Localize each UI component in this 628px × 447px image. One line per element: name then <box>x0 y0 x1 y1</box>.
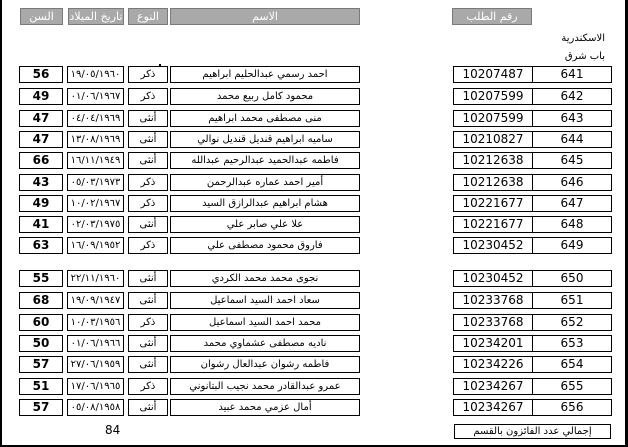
dob-cell: ١٦/٠٩/١٩٥٢ <box>67 237 124 254</box>
id-cell: 10212638 <box>453 174 532 191</box>
divider <box>454 438 611 439</box>
age-cell: 57 <box>19 356 63 373</box>
id-cell: 10212638 <box>453 152 532 169</box>
dob-cell: ١٩/٠٥/١٩٦٠ <box>67 66 124 83</box>
dob-cell: ٠٢/٠٣/١٩٧٥ <box>67 216 124 233</box>
id-cell: 10230452 <box>453 237 532 254</box>
serial-cell: 656 <box>532 399 612 416</box>
age-cell: 41 <box>19 216 63 233</box>
table-row <box>2 354 628 375</box>
serial-cell: 642 <box>532 88 612 105</box>
age-cell: 47 <box>19 110 63 127</box>
name-cell: منى مصطفى محمد ابراهيم <box>170 110 360 127</box>
serial-cell: 643 <box>532 110 612 127</box>
table-row <box>2 150 628 171</box>
id-cell: 10207599 <box>453 110 532 127</box>
dob-cell: ١٩/٠٩/١٩٤٧ <box>67 292 124 309</box>
dob-cell: ١٦/١١/١٩٤٩ <box>67 152 124 169</box>
total-count: 84 <box>105 423 121 437</box>
name-cell: نجوى محمد محمد الكردي <box>170 270 360 287</box>
age-cell: 50 <box>19 335 63 352</box>
sex-cell: أنثى <box>128 292 168 309</box>
dob-cell: ١٣/٠٨/١٩٦٩ <box>67 131 124 148</box>
header-name: الاسم <box>170 8 360 25</box>
table-row <box>2 397 628 418</box>
age-cell: 68 <box>19 292 63 309</box>
name-cell: فاطمه رشوان عبدالعال رشوان <box>170 356 360 373</box>
dob-cell: ١٠/٠٣/١٩٥٦ <box>67 314 124 331</box>
age-cell: 43 <box>19 174 63 191</box>
id-cell: 10210827 <box>453 131 532 148</box>
age-cell: 47 <box>19 131 63 148</box>
sex-cell: ذكر <box>128 88 168 105</box>
id-cell: 10234201 <box>453 335 532 352</box>
age-cell: 55 <box>19 270 63 287</box>
table-row <box>2 193 628 214</box>
sex-cell: أنثى <box>128 270 168 287</box>
name-cell: محمد احمد السيد اسماعيل <box>170 314 360 331</box>
serial-cell: 649 <box>532 237 612 254</box>
serial-cell: 644 <box>532 131 612 148</box>
serial-cell: 646 <box>532 174 612 191</box>
dob-cell: ٠٥/٠٨/١٩٥٨ <box>67 399 124 416</box>
sex-cell: أنثى <box>128 335 168 352</box>
sex-cell: أنثى <box>128 356 168 373</box>
id-cell: 10234267 <box>453 399 532 416</box>
name-cell: فاروق محمود مصطفى علي <box>170 237 360 254</box>
sex-cell: أنثى <box>128 216 168 233</box>
location-governorate: الاسكندرية <box>561 33 605 44</box>
id-cell: 10234267 <box>453 378 532 395</box>
serial-cell: 648 <box>532 216 612 233</box>
table-row <box>2 376 628 397</box>
serial-cell: 650 <box>532 270 612 287</box>
sex-cell: أنثى <box>128 110 168 127</box>
name-cell: فاطمه عبدالحميد عبدالرحيم عبدالله <box>170 152 360 169</box>
dob-cell: ٠١/٠٦/١٩٦٦ <box>67 335 124 352</box>
name-cell: هشام ابراهيم عبدالرازق السيد <box>170 195 360 212</box>
header-dob: تاريخ الميلاد <box>69 10 123 23</box>
table-row <box>2 268 628 289</box>
dob-cell: ٠٤/٠٤/١٩٦٩ <box>67 110 124 127</box>
age-cell: 66 <box>19 152 63 169</box>
dob-cell: ١٠/٠٢/١٩٦٧ <box>67 195 124 212</box>
sex-cell: ذكر <box>128 195 168 212</box>
id-cell: 10221677 <box>453 216 532 233</box>
sex-cell: ذكر <box>128 378 168 395</box>
age-cell: 57 <box>19 399 63 416</box>
table-row <box>2 235 628 256</box>
sex-cell: ذكر <box>128 174 168 191</box>
dob-cell: ١٧/٠٦/١٩٦٥ <box>67 378 124 395</box>
table-row <box>2 129 628 150</box>
header-sex: النوع <box>128 8 168 25</box>
table-row <box>2 86 628 107</box>
id-cell: 10233768 <box>453 292 532 309</box>
dob-cell: ٠١/٠٦/١٩٦٧ <box>67 88 124 105</box>
serial-cell: 653 <box>532 335 612 352</box>
serial-cell: 654 <box>532 356 612 373</box>
dob-cell: ٢٢/١١/١٩٦٠ <box>67 270 124 287</box>
name-cell: محمود كامل ربيع محمد <box>170 88 360 105</box>
header-reg: رقم الطلب <box>452 8 532 25</box>
header-age: السن <box>20 8 63 25</box>
id-cell: 10233768 <box>453 314 532 331</box>
age-cell: 49 <box>19 195 63 212</box>
table-row <box>2 64 628 85</box>
sex-cell: ذكر <box>128 66 168 83</box>
name-cell: علا علي صابر علي <box>170 216 360 233</box>
table-row <box>2 290 628 311</box>
sex-cell: ذكر <box>128 237 168 254</box>
serial-cell: 655 <box>532 378 612 395</box>
serial-cell: 645 <box>532 152 612 169</box>
table-row <box>2 312 628 333</box>
serial-cell: 651 <box>532 292 612 309</box>
age-cell: 60 <box>19 314 63 331</box>
serial-cell: 641 <box>532 66 612 83</box>
table-row <box>2 214 628 235</box>
location-district: باب شرق <box>564 51 605 62</box>
age-cell: 56 <box>19 66 63 83</box>
name-cell: ناديه مصطفى عشماوي محمد <box>170 335 360 352</box>
id-cell: 10230452 <box>453 270 532 287</box>
name-cell: أمير احمد عماره عبدالرحمن <box>170 174 360 191</box>
total-label: إجمالي عدد الفائزون بالقسم <box>454 424 611 439</box>
age-cell: 51 <box>19 378 63 395</box>
id-cell: 10207599 <box>453 88 532 105</box>
id-cell: 10234226 <box>453 356 532 373</box>
table-row <box>2 108 628 129</box>
age-cell: 63 <box>19 237 63 254</box>
sex-cell: أنثى <box>128 399 168 416</box>
sex-cell: ذكر <box>128 314 168 331</box>
serial-cell: 652 <box>532 314 612 331</box>
dob-cell: ٠٥/٠٣/١٩٧٣ <box>67 174 124 191</box>
id-cell: 10221677 <box>453 195 532 212</box>
name-cell: أمال عزمي محمد عبيد <box>170 399 360 416</box>
name-cell: ساميه ابراهيم قنديل قنديل نوالي <box>170 131 360 148</box>
name-cell: عمرو عبدالقادر محمد نجيب البتانوني <box>170 378 360 395</box>
serial-cell: 647 <box>532 195 612 212</box>
dob-cell: ٢٧/٠٦/١٩٥٩ <box>67 356 124 373</box>
sex-cell: أنثى <box>128 131 168 148</box>
name-cell: سعاد احمد السيد اسماعيل <box>170 292 360 309</box>
sex-cell: أنثى <box>128 152 168 169</box>
age-cell: 49 <box>19 88 63 105</box>
name-cell: احمد رسمي عبدالحليم ابراهيم <box>170 66 360 83</box>
id-cell: 10207487 <box>453 66 532 83</box>
table-row <box>2 172 628 193</box>
table-row <box>2 333 628 354</box>
